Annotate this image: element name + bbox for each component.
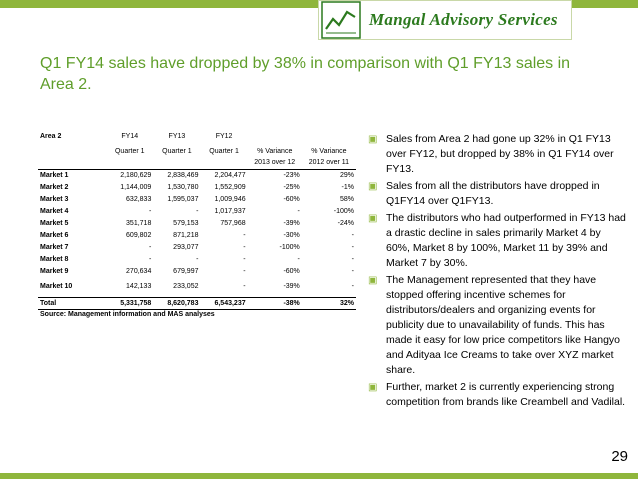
table-row [38,181,356,193]
table-row [38,205,356,217]
table-cell-fy14: 270,634 [126,267,152,275]
table-cell-fy12: 2,204,477 [214,171,246,179]
table-cell-var1: -100% [279,243,300,251]
table-cell-fy12: - [243,243,246,251]
bullet-ring-icon: ▣ [368,213,378,224]
brand-name: Mangal Advisory Services [369,10,558,29]
table-cell-var2: -100% [333,207,354,215]
table-cell-var2: 29% [339,171,354,179]
bullet-ring-icon: ▣ [368,275,378,286]
quarter-header: Quarter 1 [162,147,192,155]
table-row [38,229,356,241]
table-cell-fy12: - [243,255,246,263]
table-cell-var1: -60% [283,267,300,275]
table-cell-var2: - [351,283,354,291]
table-cell-name: Market 2 [40,183,69,191]
table-source-row [38,309,356,320]
table-cell-fy14: - [149,243,152,251]
table-cell-name: Market 1 [40,171,69,179]
variance-header: 2013 over 12 [248,157,302,169]
bullet-item [368,132,626,177]
variance-header: % Variance [257,147,293,155]
table-cell-name: Market 6 [40,231,69,239]
bullet-list [368,132,626,412]
variance-header: % Variance [311,147,347,155]
table-total-row: Total 5,331,758 8,620,783 6,543,237 -38% 32% [38,297,356,309]
bottom-accent-bar [0,473,638,479]
bullet-text: Sales from all the distributors have dropped in Q1FY14 over Q1FY13. [386,180,600,207]
table-cell-var1: - [297,255,300,263]
bullet-item [368,179,626,209]
bullet-item [368,380,626,410]
table-row [38,241,356,253]
bullet-item [368,211,626,271]
table-cell-fy14: 2,180,629 [120,171,152,179]
table-cell-fy13: 1,595,037 [167,195,199,203]
table-cell-name: Market 10 [40,283,73,291]
table-cell-fy12: 1,017,937 [214,207,246,215]
table-body [38,169,356,297]
bullet-ring-icon: ▣ [368,181,378,192]
table-cell-name: Market 7 [40,243,69,251]
table-cell-var1: -23% [283,171,300,179]
table-cell-var2: - [351,267,354,275]
variance-header: 2012 over 11 [302,157,356,169]
bullet-ring-icon: ▣ [368,382,378,393]
table-row [38,169,356,181]
brand-logo [318,0,572,40]
table-cell-fy14: 142,133 [126,283,152,291]
fy-header: FY13 [168,133,186,140]
bullet-text: Sales from Area 2 had gone up 32% in Q1 FY13 over FY12, but dropped by 38% in Q1 FY14 over FY13. [386,133,614,175]
table-cell-fy14: 632,833 [126,195,152,203]
bullet-text: The distributors who had outperformed in FY13 had a drastic decline in sales primarily Market 4 by 60%, Market 8 by 100%, Market 11 by 39% and Market 7 by 30%. [386,212,626,269]
table-header-row [38,133,356,145]
area-label: Area 2 [40,133,62,140]
chart-line-icon [321,1,361,39]
table-cell-fy13: 1,530,780 [167,183,199,191]
table-row [38,217,356,229]
table-cell-fy14: - [149,207,152,215]
table-row [38,265,356,277]
table-cell-var1: -60% [283,195,300,203]
table-cell-fy12: 757,968 [220,219,246,227]
table-cell-fy13: - [196,255,199,263]
table-cell-var2: - [351,231,354,239]
table-subheader-row [38,145,356,157]
table-row [38,253,356,265]
quarter-header: Quarter 1 [114,147,145,155]
table-cell-fy13: - [196,207,199,215]
bullet-item [368,273,626,378]
table-cell-var1: -30% [283,231,300,239]
table-cell-var1: -39% [283,283,300,291]
bullet-ring-icon: ▣ [368,134,378,145]
table-cell-fy13: 579,153 [173,219,199,227]
table-source: Source: Management information and MAS analyses [40,311,215,319]
table-cell-fy12: 1,009,946 [214,195,246,203]
table-cell-name: Market 8 [40,255,69,263]
table-cell-name: Market 3 [40,195,69,203]
table-cell-var1: - [297,207,300,215]
table-cell-fy14: - [149,255,152,263]
fy-header: FY14 [121,133,139,140]
table-cell-fy13: 2,838,469 [167,171,199,179]
table-cell-name: Market 9 [40,267,69,275]
table-cell-fy12: - [243,283,246,291]
table-cell-var2: -24% [337,219,354,227]
sales-table [38,133,356,320]
table-cell-fy14: 609,802 [126,231,152,239]
table-cell-fy14: 1,144,009 [120,183,152,191]
fy-header: FY12 [215,133,233,140]
table-cell-var1: -39% [283,219,300,227]
table-cell-fy12: 1,552,909 [214,183,246,191]
bullet-text: Further, market 2 is currently experiencing strong competition from brands like Creambell and Vadilal. [386,381,626,408]
table-cell-fy14: 351,718 [126,219,152,227]
quarter-header: Quarter 1 [209,147,239,155]
table-row [38,193,356,205]
table-cell-var1: -25% [283,183,300,191]
table-cell-fy13: 293,077 [173,243,199,251]
table-cell-fy13: 233,052 [173,283,199,291]
table-cell-var2: -1% [341,183,354,191]
table-cell-name: Market 5 [40,219,69,227]
table-cell-fy13: 679,997 [173,267,199,275]
bullet-text: The Management represented that they have stopped offering incentive schemes for distributors/dealers and organizing events for publicity due to unavailability of funds. This has made it easy for low price competitors like Hangyo and Adityaa Ice Creams to take over XYZ market share. [386,274,621,376]
table-cell-fy12: - [243,267,246,275]
slide-title: Q1 FY14 sales have dropped by 38% in comparison with Q1 FY13 sales in Area 2. [40,55,571,93]
table-cell-var2: - [351,255,354,263]
table-cell-fy13: 871,218 [173,231,199,239]
table-subheader-row [38,157,356,169]
page-number: 29 [611,448,628,465]
table-cell-fy12: - [243,231,246,239]
table-cell-var2: 58% [339,195,354,203]
table-cell-name: Market 4 [40,207,69,215]
table-cell-var2: - [351,243,354,251]
table-row [38,277,356,297]
